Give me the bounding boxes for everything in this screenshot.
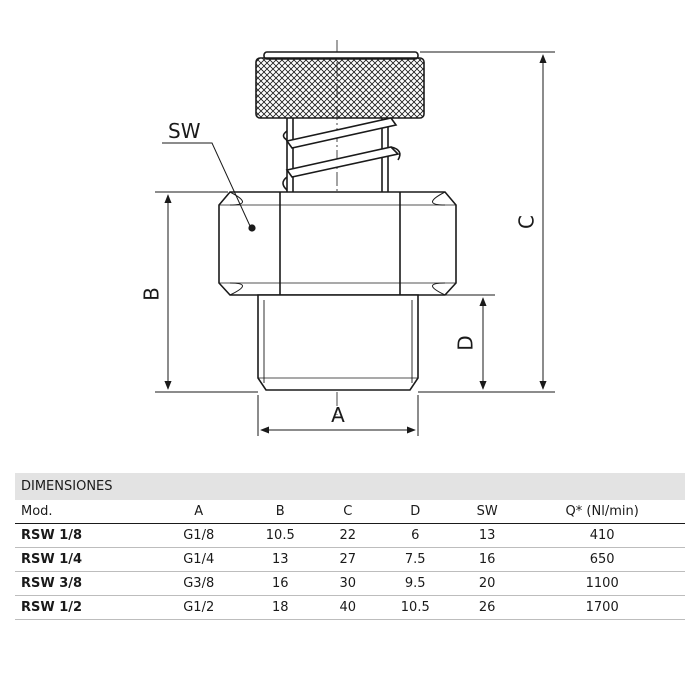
- dimensions-table: [15, 473, 685, 620]
- cell-a: G1/2: [157, 596, 241, 620]
- cell-b: 10.5: [240, 524, 320, 548]
- cell-sw: 20: [455, 572, 519, 596]
- cell-model: RSW 3/8: [15, 572, 157, 596]
- cell-a: G1/4: [157, 548, 241, 572]
- label-sw: SW: [168, 119, 201, 143]
- cell-sw: 13: [455, 524, 519, 548]
- header-sw: SW: [455, 500, 519, 524]
- cell-d: 9.5: [375, 572, 455, 596]
- cell-c: 22: [320, 524, 375, 548]
- cell-flow: 650: [519, 548, 685, 572]
- table-title: DIMENSIONES: [15, 473, 685, 500]
- cell-b: 16: [240, 572, 320, 596]
- cell-c: 30: [320, 572, 375, 596]
- cell-c: 27: [320, 548, 375, 572]
- cell-model: RSW 1/8: [15, 524, 157, 548]
- table-row: [15, 548, 685, 572]
- label-b: B: [139, 287, 164, 301]
- header-a: A: [157, 500, 241, 524]
- cell-b: 18: [240, 596, 320, 620]
- label-a: A: [331, 403, 345, 427]
- header-c: C: [320, 500, 375, 524]
- cell-a: G3/8: [157, 572, 241, 596]
- cell-a: G1/8: [157, 524, 241, 548]
- hex-nut: [219, 192, 456, 295]
- header-mod: Mod.: [15, 500, 157, 524]
- cell-d: 10.5: [375, 596, 455, 620]
- label-d: D: [453, 335, 478, 351]
- header-flow: Q* (Nl/min): [519, 500, 685, 524]
- cell-d: 7.5: [375, 548, 455, 572]
- table-row: [15, 572, 685, 596]
- cell-model: RSW 1/4: [15, 548, 157, 572]
- cell-sw: 16: [455, 548, 519, 572]
- cell-sw: 26: [455, 596, 519, 620]
- cell-c: 40: [320, 596, 375, 620]
- valve-body: [219, 40, 456, 415]
- cell-flow: 410: [519, 524, 685, 548]
- knurled-knob: [256, 52, 424, 118]
- table-title-row: [15, 473, 685, 500]
- cell-d: 6: [375, 524, 455, 548]
- cell-flow: 1700: [519, 596, 685, 620]
- table-row: [15, 596, 685, 620]
- label-c: C: [514, 215, 539, 229]
- cell-flow: 1100: [519, 572, 685, 596]
- threaded-stem: [258, 295, 418, 390]
- header-b: B: [240, 500, 320, 524]
- table-row: [15, 524, 685, 548]
- cell-b: 13: [240, 548, 320, 572]
- table-header-row: [15, 500, 685, 524]
- cell-model: RSW 1/2: [15, 596, 157, 620]
- header-d: D: [375, 500, 455, 524]
- spring: [283, 118, 400, 192]
